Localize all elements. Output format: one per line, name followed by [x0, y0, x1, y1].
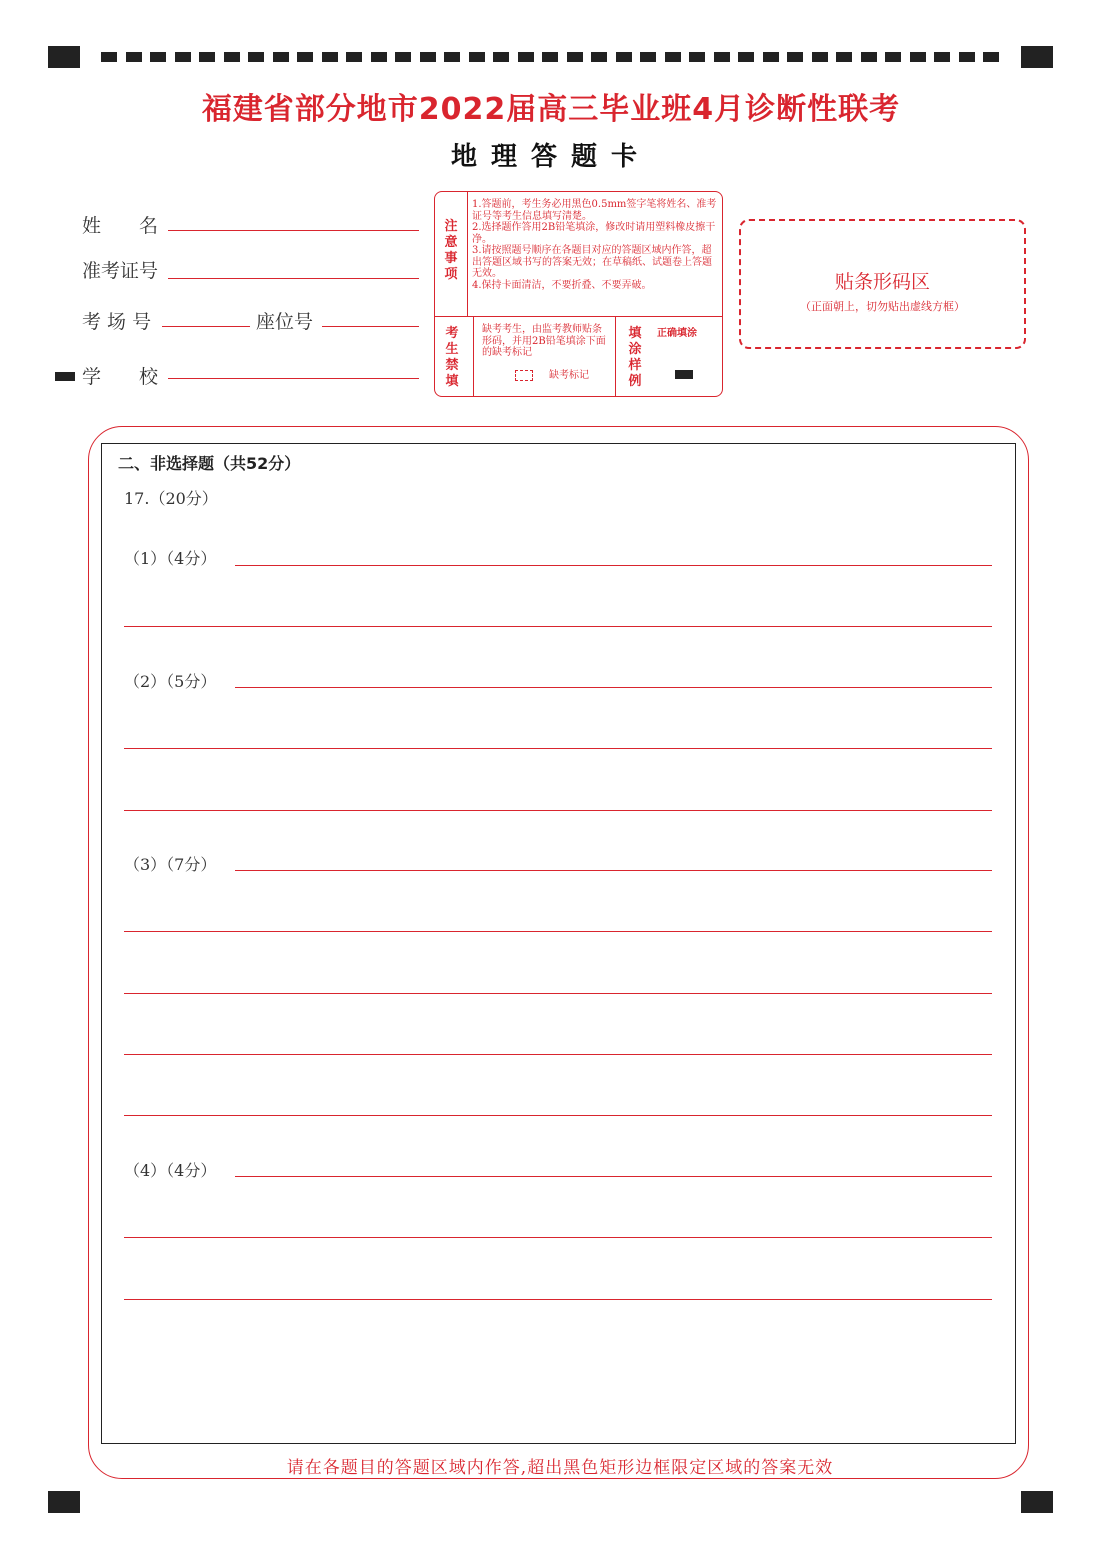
timing-dash	[493, 52, 509, 62]
timing-dash	[616, 52, 632, 62]
timing-dash	[224, 52, 240, 62]
exam-title: 福建省部分地市2022届高三毕业班4月诊断性联考	[201, 92, 901, 127]
answer-line[interactable]	[124, 1054, 992, 1055]
example-divider	[615, 316, 616, 396]
answer-line[interactable]	[235, 1176, 992, 1177]
timing-dash	[469, 52, 485, 62]
timing-dash	[787, 52, 803, 62]
answer-line[interactable]	[235, 687, 992, 688]
part-label-2: （2）（5分）	[124, 672, 217, 691]
timing-dash	[297, 52, 313, 62]
notice-divider-h	[435, 316, 722, 317]
notice-item-2: 2.选择题作答用2B铅笔填涂，修改时请用塑料橡皮擦干净。	[472, 222, 716, 245]
timing-dash	[983, 52, 999, 62]
corner-mark-bottom-right	[1021, 1491, 1053, 1513]
timing-dash	[175, 52, 191, 62]
timing-dash	[812, 52, 828, 62]
timing-dash	[665, 52, 681, 62]
part-label-3: （3）（7分）	[124, 855, 217, 874]
timing-dash	[910, 52, 926, 62]
timing-dash	[248, 52, 264, 62]
seat-label: 座位号	[256, 311, 314, 333]
answer-line[interactable]	[124, 1299, 992, 1300]
timing-dash	[444, 52, 460, 62]
school-field[interactable]	[168, 378, 419, 379]
exam-id-label: 准考证号	[82, 260, 159, 282]
corner-mark-top-right	[1021, 46, 1053, 68]
timing-dash	[861, 52, 877, 62]
timing-dash	[346, 52, 362, 62]
notice-item-1: 1.答题前，考生务必用黑色0.5mm签字笔将姓名、准考证号等考生信息填写清楚。	[472, 199, 717, 222]
timing-dash	[199, 52, 215, 62]
notice-item-3: 3.请按照题号顺序在各题目对应的答题区域内作答，超出答题区域书写的答案无效；在草稿纸、试题卷上答题无效。	[472, 245, 712, 279]
timing-dash	[836, 52, 852, 62]
timing-dash	[640, 52, 656, 62]
timing-dash	[273, 52, 289, 62]
card-subtitle: 地理答题卡	[450, 142, 651, 172]
timing-dash	[101, 52, 117, 62]
barcode-title: 贴条形码区	[834, 271, 930, 293]
question-number: 17.（20分）	[124, 489, 218, 508]
timing-dash	[689, 52, 705, 62]
example-heading: 填涂样例	[628, 326, 642, 389]
answer-line[interactable]	[235, 565, 992, 566]
absent-checkbox[interactable]	[515, 370, 533, 381]
name-label: 姓 名	[82, 215, 159, 237]
proctor-heading: 考生禁填	[445, 326, 459, 389]
notice-box	[434, 191, 723, 397]
timing-dash	[420, 52, 436, 62]
example-filled-mark	[675, 370, 693, 379]
timing-dash	[591, 52, 607, 62]
answer-line[interactable]	[124, 993, 992, 994]
answer-line[interactable]	[124, 1115, 992, 1116]
absent-mark-label: 缺考标记	[549, 370, 589, 381]
notice-item-4: 4.保持卡面清洁，不要折叠、不要弄破。	[472, 279, 652, 291]
barcode-hint: （正面朝上，切勿贴出虚线方框）	[800, 300, 965, 313]
answer-line[interactable]	[124, 1237, 992, 1238]
answer-line[interactable]	[235, 870, 992, 871]
notice-heading: 注意事项	[444, 219, 458, 282]
notice-divider-v	[467, 192, 468, 316]
room-field[interactable]	[162, 326, 250, 327]
timing-dash	[763, 52, 779, 62]
answer-line[interactable]	[124, 748, 992, 749]
timing-dash	[371, 52, 387, 62]
notice-items	[472, 199, 718, 291]
timing-dash	[322, 52, 338, 62]
timing-dash	[714, 52, 730, 62]
timing-dash	[395, 52, 411, 62]
timing-dash	[885, 52, 901, 62]
answer-line[interactable]	[124, 931, 992, 932]
school-marker	[55, 372, 75, 381]
part-label-4: （4）（4分）	[124, 1161, 217, 1180]
barcode-area	[739, 219, 1026, 349]
timing-dash	[542, 52, 558, 62]
timing-dash	[959, 52, 975, 62]
timing-dash	[738, 52, 754, 62]
school-label: 学 校	[82, 366, 159, 388]
exam-id-field[interactable]	[168, 278, 419, 279]
timing-dash	[934, 52, 950, 62]
timing-dash	[518, 52, 534, 62]
seat-field[interactable]	[322, 326, 419, 327]
name-field[interactable]	[168, 230, 419, 231]
part-label-1: （1）（4分）	[124, 549, 217, 568]
proctor-divider	[473, 316, 474, 396]
timing-dash	[126, 52, 142, 62]
answer-line[interactable]	[124, 810, 992, 811]
corner-mark-top-left	[48, 46, 80, 68]
section-title: 二、非选择题（共52分）	[118, 454, 301, 473]
room-label: 考 场 号	[82, 311, 152, 333]
proctor-text: 缺考考生，由监考教师贴条形码，并用2B铅笔填涂下面的缺考标记	[482, 324, 606, 358]
example-label: 正确填涂	[657, 328, 697, 339]
answer-line[interactable]	[124, 626, 992, 627]
timing-dash	[150, 52, 166, 62]
corner-mark-bottom-left	[48, 1491, 80, 1513]
footer-warning: 请在各题目的答题区域内作答,超出黑色矩形边框限定区域的答案无效	[286, 1458, 834, 1478]
answer-region	[101, 443, 1016, 1444]
timing-dash	[567, 52, 583, 62]
